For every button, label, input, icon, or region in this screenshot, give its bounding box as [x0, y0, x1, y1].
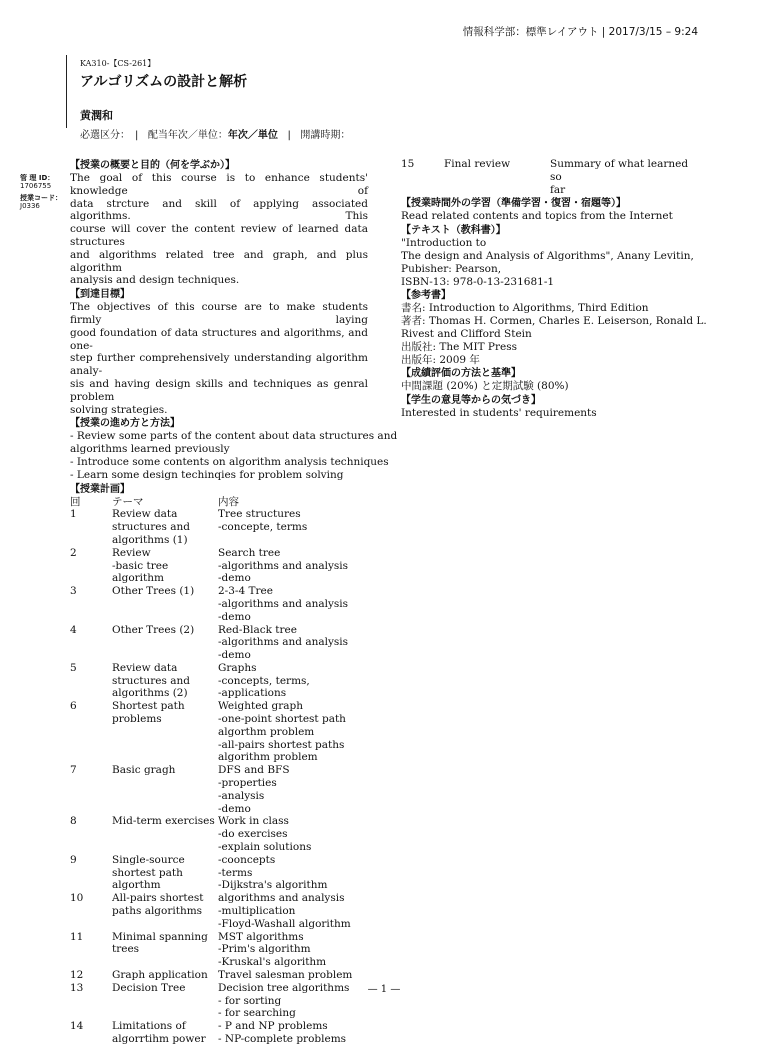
plan-row	[401, 158, 701, 196]
references-heading: 【参考書】	[401, 290, 451, 302]
plan-content-line: algorithms and analysis	[218, 892, 345, 905]
plan-content	[218, 931, 368, 969]
text-line: step further comprehensively understanding algorithm analy-	[70, 352, 368, 378]
plan-col-content: 内容	[218, 495, 239, 508]
text-line: The design and Analysis of Algorithms", Anany Levitin,	[401, 249, 694, 262]
plan-theme-line: algorrtihm power	[112, 1033, 206, 1045]
plan-theme-line: algorthm	[112, 879, 161, 892]
plan-content-line: -demo	[218, 572, 251, 585]
plan-row	[70, 854, 368, 892]
header-rule	[66, 55, 67, 128]
text-line: The goal of this course is to enhance students' knowledge of	[70, 172, 368, 197]
plan-theme-line: Final review	[444, 158, 511, 170]
plan-theme	[112, 700, 218, 764]
year-credit-value: 年次／単位	[227, 130, 278, 141]
term-label: 開講時期：	[300, 130, 351, 141]
text-line: 書名: Introduction to Algorithms, Third Edition	[401, 302, 649, 315]
plan-content-line: -algorithms and analysis	[218, 559, 349, 572]
plan-theme-line: Review data	[112, 508, 178, 521]
plan-content-line: algorthm problem	[218, 725, 315, 738]
evaluation-heading: 【成績評価の方法と基準】	[401, 368, 521, 380]
plan-session-number: 15	[401, 158, 415, 170]
plan-content-line: Travel salesman problem	[218, 969, 353, 982]
plan-theme	[112, 1020, 218, 1046]
plan-row	[70, 700, 368, 764]
plan-row	[70, 815, 368, 853]
plan-theme-line: Limitations of	[112, 1020, 186, 1033]
page-number: — 1 —	[367, 984, 401, 995]
plan-theme-line: Graph application	[112, 969, 208, 982]
plan-theme	[112, 892, 218, 930]
text-line: - Introduce some contents on algorithm analysis techniques	[70, 455, 389, 468]
plan-theme-line: Basic gragh	[112, 764, 176, 777]
plan-session-number: 2	[70, 546, 77, 559]
text-line: and algorithms related tree and graph, and plus algorithm	[70, 248, 368, 274]
goals-text	[70, 301, 368, 416]
plan-content-line: -Kruskal's algorithm	[218, 956, 327, 969]
plan-content	[218, 585, 368, 623]
plan-content	[218, 815, 368, 853]
plan-session-number: 9	[70, 853, 77, 866]
plan-content	[218, 547, 368, 585]
plan-session-number: 3	[70, 585, 77, 598]
plan-theme-line: structures and	[112, 674, 190, 687]
plan-content	[218, 700, 368, 764]
plan-content-line: DFS and BFS	[218, 764, 290, 777]
text-line: ISBN-13: 978-0-13-231681-1	[401, 275, 555, 288]
plan-content-line: -applications	[218, 687, 287, 700]
plan-theme-line: algorithms (2)	[112, 687, 188, 700]
year-credit-label: 配当年次／単位：	[147, 130, 228, 141]
plan-content-line: -properties	[218, 777, 277, 790]
plan-theme	[112, 854, 218, 892]
plan-theme-line: Review data	[112, 661, 178, 674]
plan-theme-line: -basic tree	[112, 559, 169, 572]
plan-content-line: - for sorting	[218, 994, 282, 1007]
text-line: The objectives of this course are to make students firmly laying	[70, 301, 368, 326]
text-line: solving strategies.	[70, 403, 168, 416]
text-line: analysis and design techniques.	[70, 274, 240, 287]
running-header: 情報科学部：標準レイアウト | 2017/3/15 – 9:24	[462, 26, 698, 38]
text-line: Pubisher: Pearson,	[401, 262, 502, 275]
text-line: algorithms learned previously	[70, 443, 230, 456]
plan-theme	[112, 969, 218, 982]
plan-content	[218, 969, 368, 982]
plan-content-line: far	[550, 183, 566, 196]
plan-theme	[112, 508, 218, 546]
overview-text	[70, 172, 368, 287]
plan-content-line: -terms	[218, 866, 253, 879]
text-line: Read related contents and topics from the Internet	[401, 210, 673, 223]
plan-content	[218, 508, 368, 546]
plan-content-line: -analysis	[218, 789, 265, 802]
plan-session-number: 5	[70, 661, 77, 674]
plan-content	[218, 854, 368, 892]
text-line: 中間課題 (20%) と定期試験 (80%)	[401, 380, 569, 393]
plan-content-line: algorithm problem	[218, 751, 318, 764]
text-line: course will cover the content review of learned data structures	[70, 223, 368, 248]
plan-content-line: -Dijkstra's algorithm	[218, 879, 328, 892]
plan-column-headers	[70, 496, 368, 509]
course-meta	[80, 130, 350, 143]
plan-content-line: -demo	[218, 802, 251, 815]
plan-row	[70, 931, 368, 969]
management-id: 管 理 ID： 1706755	[20, 174, 55, 190]
instructor-name: 黄潤和	[80, 109, 113, 122]
text-line: Rivest and Clifford Stein	[401, 327, 532, 340]
plan-theme-line: paths algorithms	[112, 905, 203, 918]
plan-content	[218, 764, 368, 815]
outside-study-heading: 【授業時間外の学習（準備学習・復習・宿題等）】	[401, 198, 626, 210]
plan-session-number: 14	[70, 1020, 84, 1033]
plan-row	[70, 508, 368, 546]
plan-content-line: Tree structures	[218, 508, 301, 521]
text-line: - Review some parts of the content about data structures and	[70, 430, 398, 443]
plan-row-15	[401, 158, 701, 196]
text-line: good foundation of data structures and algorithms, and one-	[70, 326, 368, 352]
plan-row	[70, 1020, 368, 1046]
plan-content-line: -demo	[218, 610, 251, 623]
plan-content-line: - for searching	[218, 1007, 296, 1020]
method-text	[70, 430, 398, 481]
text-line: - Learn some design techinqies for problem solving	[70, 468, 344, 481]
plan-session-number: 12	[70, 969, 84, 982]
plan-content	[218, 662, 368, 700]
plan-table	[70, 508, 368, 1045]
student-feedback-text	[401, 407, 701, 420]
plan-theme-line: Decision Tree	[112, 981, 186, 994]
text-line: data strcture and skill of applying associated algorithms. This	[70, 197, 368, 223]
method-heading: 【授業の進め方と方法】	[70, 418, 180, 430]
overview-heading: 【授業の概要と目的（何を学ぶか）】	[70, 160, 235, 171]
evaluation-text	[401, 380, 701, 393]
plan-theme-line: Minimal spanning	[112, 930, 208, 943]
plan-session-number: 11	[70, 930, 84, 943]
plan-content-line: Summary of what learned so	[550, 158, 689, 183]
text-line: "Introduction to	[401, 237, 487, 250]
course-title: アルゴリズムの設計と解析	[80, 74, 248, 90]
plan-content-line: -algorithms and analysis	[218, 636, 349, 649]
plan-content-line: Graphs	[218, 661, 257, 674]
text-line: 出版社: The MIT Press	[401, 340, 518, 353]
left-column	[70, 158, 398, 1046]
meta-separator: |	[287, 130, 291, 141]
plan-theme	[444, 158, 550, 196]
textbook-heading: 【テキスト（教科書）】	[401, 225, 506, 237]
plan-session-number: 1	[70, 508, 77, 521]
plan-content-line: -cooncepts	[218, 853, 276, 866]
plan-theme-line: algorithms (1)	[112, 533, 188, 546]
plan-content-line: 2-3-4 Tree	[218, 585, 273, 598]
plan-theme-line: Other Trees (2)	[112, 623, 195, 636]
right-column	[401, 158, 707, 420]
plan-row	[70, 624, 368, 662]
plan-session-number: 7	[70, 764, 77, 777]
plan-row	[70, 547, 368, 585]
plan-content	[218, 892, 368, 930]
plan-theme-line: trees	[112, 943, 140, 956]
plan-row	[70, 662, 368, 700]
plan-content-line: - NP-complete problems	[218, 1033, 347, 1045]
plan-theme-line: Other Trees (1)	[112, 585, 195, 598]
plan-content-line: Search tree	[218, 546, 281, 559]
plan-content	[550, 158, 701, 196]
plan-session-number: 4	[70, 623, 77, 636]
plan-theme-line: Single-source	[112, 853, 185, 866]
plan-theme	[112, 815, 218, 853]
plan-theme-line: shortest path	[112, 866, 183, 879]
plan-theme-line: structures and	[112, 521, 190, 534]
plan-content	[218, 1020, 368, 1046]
plan-content-line: -Floyd-Washall algorithm	[218, 917, 351, 930]
plan-theme-line: algorithm	[112, 572, 164, 585]
text-line: Interested in students' requirements	[401, 407, 597, 420]
plan-content-line: - P and NP problems	[218, 1020, 328, 1033]
plan-content-line: -explain solutions	[218, 841, 312, 854]
plan-row	[70, 585, 368, 623]
plan-theme-line: Shortest path	[112, 700, 185, 713]
plan-content-line: -multiplication	[218, 905, 296, 918]
plan-session-number: 6	[70, 700, 77, 713]
plan-content-line: -do exercises	[218, 828, 288, 841]
plan-theme	[112, 764, 218, 815]
plan-theme	[112, 624, 218, 662]
plan-row	[70, 969, 368, 982]
plan-theme	[112, 931, 218, 969]
plan-content-line: Weighted graph	[218, 700, 303, 713]
plan-heading: 【授業計画】	[70, 483, 130, 495]
text-line: 出版年: 2009 年	[401, 353, 480, 366]
student-feedback-heading: 【学生の意見等からの気づき】	[401, 395, 541, 407]
references-text	[401, 302, 707, 366]
plan-content-line: -algorithms and analysis	[218, 597, 349, 610]
plan-theme-line: problems	[112, 713, 162, 726]
plan-theme	[112, 547, 218, 585]
plan-content-line: -Prim's algorithm	[218, 943, 311, 956]
outside-study-text	[401, 210, 701, 223]
class-code: 授業コード： J0336	[20, 194, 62, 210]
plan-row	[70, 764, 368, 815]
plan-content-line: -concepte, terms	[218, 521, 308, 534]
plan-content	[218, 624, 368, 662]
plan-session-number: 8	[70, 815, 77, 828]
plan-theme	[112, 662, 218, 700]
plan-content-line: Red-Black tree	[218, 623, 297, 636]
plan-content-line: -concepts, terms,	[218, 674, 310, 687]
plan-col-theme: テーマ	[112, 495, 144, 508]
plan-session-number: 10	[70, 892, 84, 905]
plan-row	[70, 892, 368, 930]
plan-content-line: -one-point shortest path	[218, 713, 346, 726]
plan-col-number: 回	[70, 495, 81, 508]
plan-theme-line: Mid-term exercises	[112, 815, 215, 828]
required-category: 必選区分： |	[80, 130, 139, 141]
plan-theme-line: Review	[112, 546, 151, 559]
plan-content-line: Work in class	[218, 815, 289, 828]
text-line: sis and having design skills and techniques as genral problem	[70, 377, 368, 403]
plan-content-line: -all-pairs shortest paths	[218, 738, 345, 751]
goals-heading: 【到達目標】	[70, 289, 130, 301]
text-line: 著者: Thomas H. Cormen, Charles E. Leiserson, Ronald L.	[401, 315, 707, 328]
plan-content-line: -demo	[218, 649, 251, 662]
plan-theme-line: All-pairs shortest	[112, 892, 204, 905]
plan-theme	[112, 585, 218, 623]
course-code: KA310-【CS-261】	[80, 59, 156, 68]
plan-content-line: Decision tree algorithms	[218, 981, 350, 994]
textbook-text	[401, 237, 701, 288]
plan-content-line: MST algorithms	[218, 930, 304, 943]
plan-session-number: 13	[70, 981, 84, 994]
